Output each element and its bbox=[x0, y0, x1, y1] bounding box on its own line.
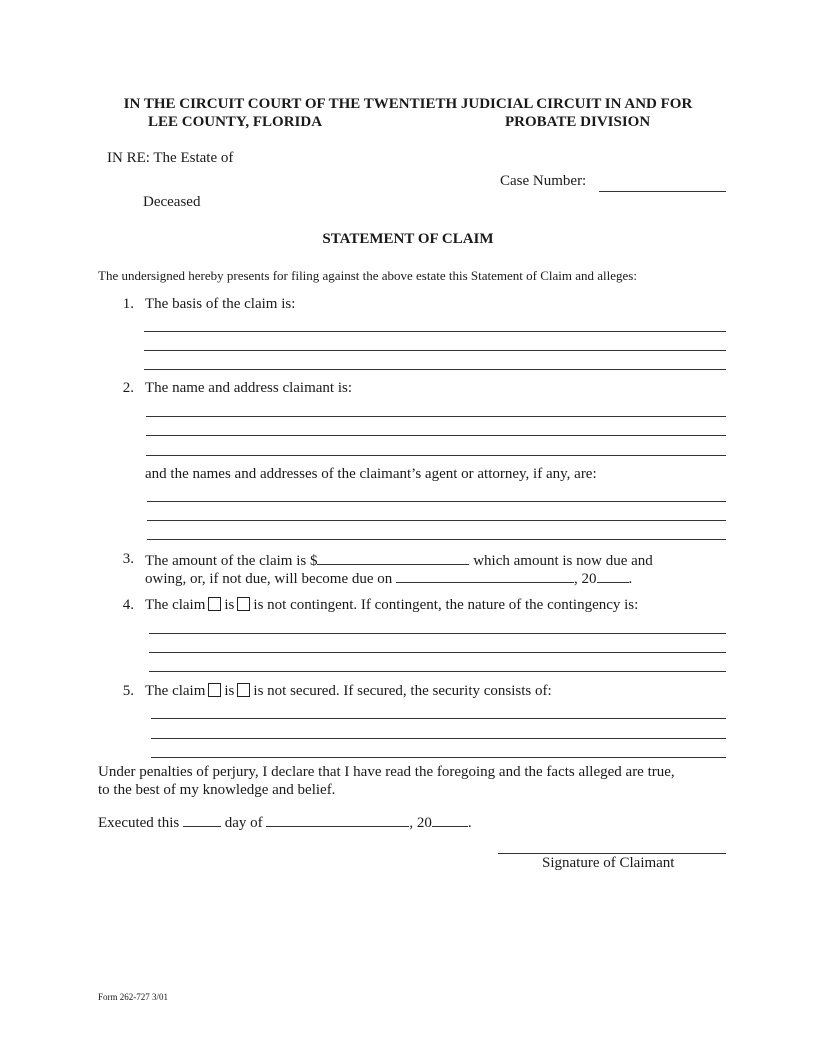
court-heading: IN THE CIRCUIT COURT OF THE TWENTIETH JUDICIAL CIRCUIT IN AND FOR bbox=[123, 96, 693, 112]
case-number-label: Case Number: bbox=[500, 173, 587, 189]
estate-caption: IN RE: The Estate of bbox=[107, 150, 234, 166]
amount-due-text: which amount is now due and bbox=[473, 553, 653, 569]
security-line-2[interactable] bbox=[151, 738, 726, 739]
intro-text: The undersigned hereby presents for filing against the above estate this Statement of Claim and alleges: bbox=[98, 268, 637, 283]
secured-is-not-checkbox[interactable] bbox=[237, 683, 250, 697]
executed-label: Executed this bbox=[98, 815, 180, 831]
executed-month-field[interactable] bbox=[266, 813, 409, 827]
amount-label: The amount of the claim is $ bbox=[145, 553, 318, 569]
secured-line bbox=[145, 683, 552, 700]
basis-label: The basis of the claim is: bbox=[145, 296, 296, 312]
signature-line[interactable] bbox=[498, 853, 726, 854]
is-label: is bbox=[224, 597, 235, 613]
claimant-line-2[interactable] bbox=[146, 435, 726, 436]
contingency-line-3[interactable] bbox=[149, 671, 726, 672]
period: . bbox=[467, 815, 472, 831]
day-of-label: day of bbox=[224, 815, 263, 831]
period: . bbox=[628, 571, 633, 587]
is-label: is bbox=[224, 683, 235, 699]
security-line-3[interactable] bbox=[151, 757, 726, 758]
contingent-is-checkbox[interactable] bbox=[208, 597, 221, 611]
contingent-line bbox=[145, 597, 638, 614]
division-heading: PROBATE DIVISION bbox=[505, 114, 651, 130]
basis-line-2[interactable] bbox=[144, 350, 726, 351]
perjury-statement-2: to the best of my knowledge and belief. bbox=[98, 782, 336, 798]
year-prefix: , 20 bbox=[409, 815, 432, 831]
executed-day-field[interactable] bbox=[183, 813, 221, 827]
year-prefix: , 20 bbox=[574, 571, 597, 587]
claimant-line-3[interactable] bbox=[146, 455, 726, 456]
county-heading: LEE COUNTY, FLORIDA bbox=[148, 114, 323, 130]
item-number: 3. bbox=[122, 551, 134, 567]
agent-line-1[interactable] bbox=[147, 501, 726, 502]
perjury-statement-1: Under penalties of perjury, I declare that I have read the foregoing and the facts alleged are true, bbox=[98, 764, 675, 780]
due-date-label: owing, or, if not due, will become due on bbox=[145, 571, 393, 587]
claimant-label: The name and address claimant is: bbox=[145, 380, 353, 396]
item-number: 5. bbox=[122, 683, 134, 699]
executed-line bbox=[98, 813, 472, 832]
executed-year-field[interactable] bbox=[432, 813, 468, 827]
contingency-line-2[interactable] bbox=[149, 652, 726, 653]
contingent-is-not-checkbox[interactable] bbox=[237, 597, 250, 611]
agent-line-3[interactable] bbox=[147, 539, 726, 540]
signature-label: Signature of Claimant bbox=[542, 855, 675, 871]
secured-is-checkbox[interactable] bbox=[208, 683, 221, 697]
claimant-line-1[interactable] bbox=[146, 416, 726, 417]
agent-line-2[interactable] bbox=[147, 520, 726, 521]
agent-label: and the names and addresses of the claimant’s agent or attorney, if any, are: bbox=[145, 466, 597, 482]
due-date-line bbox=[145, 569, 632, 588]
amount-field[interactable] bbox=[317, 551, 469, 565]
contingency-line-1[interactable] bbox=[149, 633, 726, 634]
basis-line-1[interactable] bbox=[144, 331, 726, 332]
due-year-field[interactable] bbox=[597, 569, 629, 583]
item-number: 1. bbox=[122, 296, 134, 312]
basis-line-3[interactable] bbox=[144, 369, 726, 370]
claim-label: The claim bbox=[145, 597, 206, 613]
form-number: Form 262-727 3/01 bbox=[98, 992, 169, 1002]
item-number: 2. bbox=[122, 380, 134, 396]
document-title: STATEMENT OF CLAIM bbox=[322, 231, 494, 247]
case-number-field[interactable] bbox=[599, 191, 726, 192]
due-date-field[interactable] bbox=[396, 569, 574, 583]
contingent-text: is not contingent. If contingent, the nature of the contingency is: bbox=[253, 597, 639, 613]
claim-label: The claim bbox=[145, 683, 206, 699]
item-number: 4. bbox=[122, 597, 134, 613]
amount-line bbox=[145, 551, 653, 570]
security-line-1[interactable] bbox=[151, 718, 726, 719]
deceased-label: Deceased bbox=[143, 194, 201, 210]
secured-text: is not secured. If secured, the security consists of: bbox=[253, 683, 552, 699]
